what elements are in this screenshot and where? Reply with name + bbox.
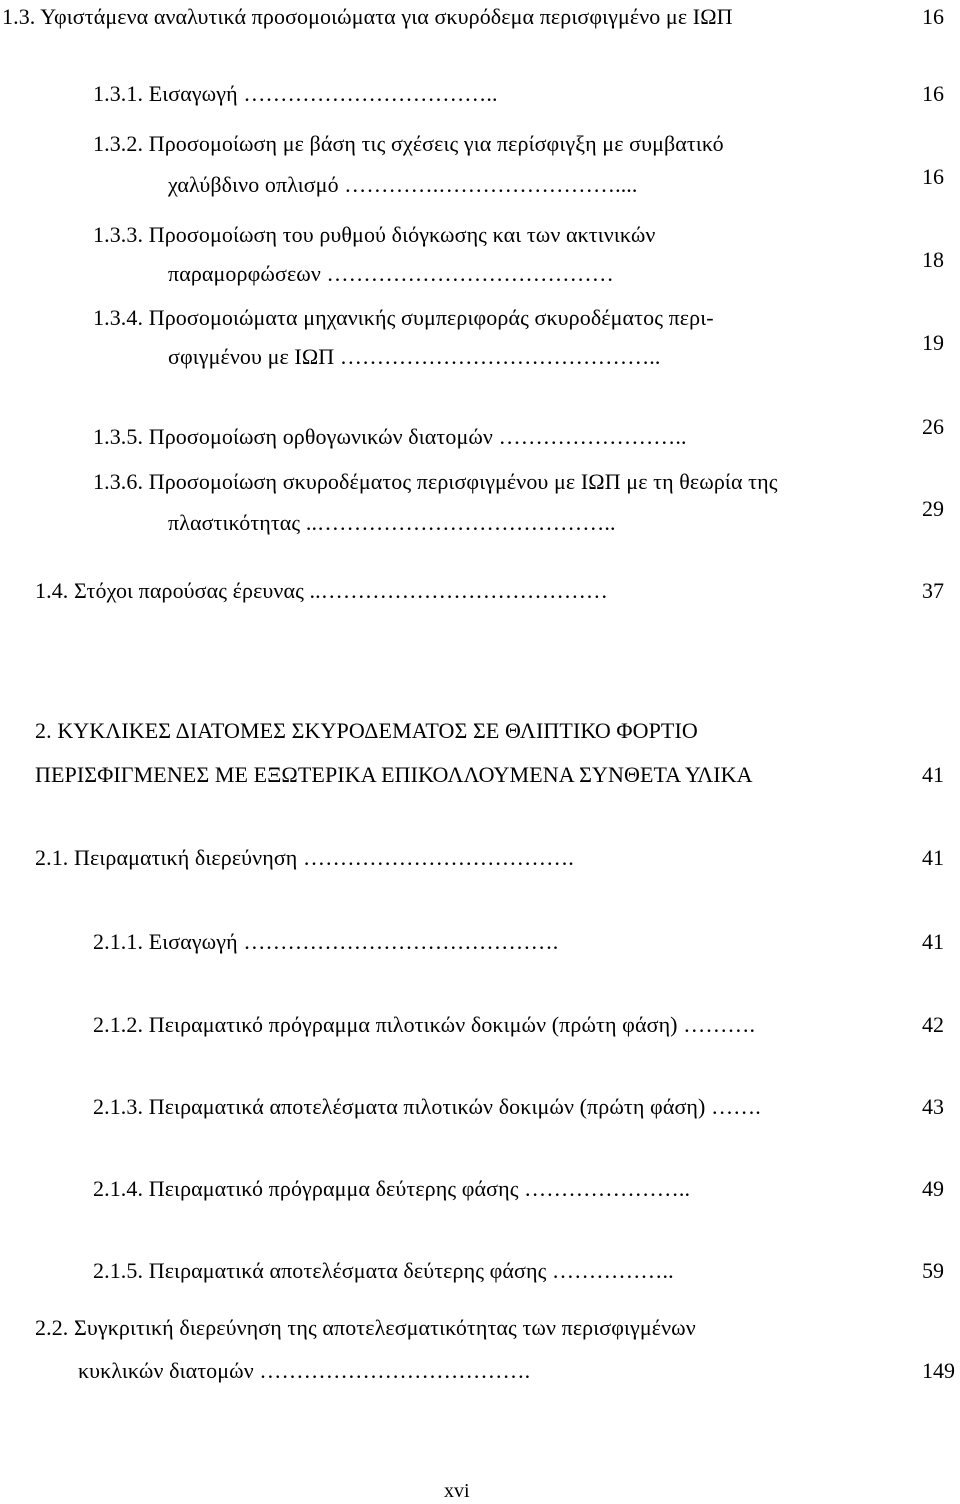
toc-entry-2-1-5-leader: ……………..	[552, 1258, 674, 1283]
toc-entry-1-4-leader: ..…………………………………	[309, 578, 609, 603]
toc-entry-2-1-2-text: Πειραματικό πρόγραμμα πιλοτικών δοκιμών (πρώτη φάση)	[148, 1012, 678, 1037]
toc-chapter-2-page: 41	[922, 762, 944, 787]
toc-entry-1-3-3-number: 1.3.3.	[93, 222, 144, 247]
toc-entry-1-3-5	[93, 424, 687, 450]
toc-entry-1-3-5-leader: ……………………..	[498, 424, 687, 449]
toc-entry-1-3-text: Υφιστάμενα αναλυτικά προσομοιώματα για σκυρόδεμα περισφιγμένο με ΙΩΠ	[40, 4, 733, 29]
toc-entry-2-1-2-page: 42	[922, 1012, 944, 1037]
toc-entry-1-3-4-text2: σφιγμένου με ΙΩΠ	[168, 344, 335, 369]
toc-entry-1-3-2-text: Προσομοίωση με βάση τις σχέσεις για περίσφιγξη με συμβατικό	[148, 131, 724, 156]
toc-entry-2-1-2-number: 2.1.2.	[93, 1012, 144, 1037]
toc-entry-1-3-2-line1	[93, 131, 724, 157]
toc-entry-2-1-1-page: 41	[922, 929, 944, 954]
toc-entry-2-1-leader: ……………………………….	[303, 845, 574, 870]
toc-entry-2-1-1-number: 2.1.1.	[93, 929, 144, 954]
toc-entry-1-3-6-text2: πλαστικότητας	[168, 510, 301, 535]
toc-entry-2-1-3-leader: …….	[711, 1094, 761, 1119]
toc-entry-1-3-3-line1	[93, 222, 655, 248]
toc-entry-1-3-3-leader: …………………………………	[326, 261, 614, 286]
toc-entry-2-2-number: 2.2.	[35, 1315, 69, 1340]
toc-entry-2-1-5-page: 59	[922, 1258, 944, 1283]
toc-chapter-2-line1	[35, 718, 698, 744]
toc-entry-2-1-text: Πειραματική διερεύνηση	[74, 845, 298, 870]
toc-entry-1-3-5-page: 26	[922, 414, 944, 439]
toc-entry-2-2-text: Συγκριτική διερεύνηση της αποτελεσματικότητας των περισφιγμένων	[74, 1315, 696, 1340]
toc-entry-1-4-text: Στόχοι παρούσας έρευνας	[74, 578, 304, 603]
toc-entry-1-3-title	[2, 4, 733, 30]
toc-entry-1-3-2-line2	[168, 172, 638, 198]
toc-entry-1-3-6-page: 29	[922, 496, 944, 521]
toc-entry-1-3-6-leader: ..…………………………………..	[305, 510, 616, 535]
toc-entry-2-1-5-number: 2.1.5.	[93, 1258, 144, 1283]
toc-entry-1-3-number: 1.3.	[2, 4, 36, 29]
toc-entry-1-3-1-number: 1.3.1.	[93, 81, 144, 106]
toc-entry-1-3-1	[93, 81, 498, 107]
toc-entry-1-3-6-text: Προσομοίωση σκυροδέματος περισφιγμένου με ΙΩΠ με τη θεωρία της	[148, 469, 778, 494]
toc-entry-1-3-6-line1	[93, 469, 778, 495]
toc-entry-2-1-4-number: 2.1.4.	[93, 1176, 144, 1201]
toc-chapter-2-line2	[35, 762, 753, 788]
toc-entry-1-3-page: 16	[922, 4, 944, 29]
toc-chapter-2-number: 2.	[35, 718, 52, 743]
toc-entry-2-1-page: 41	[922, 845, 944, 870]
toc-entry-2-1-3-text: Πειραματικά αποτελέσματα πιλοτικών δοκιμών (πρώτη φάση)	[148, 1094, 706, 1119]
toc-entry-1-3-6-number: 1.3.6.	[93, 469, 144, 494]
toc-entry-2-2-line2	[78, 1358, 530, 1384]
toc-entry-1-3-4-text: Προσομοιώματα μηχανικής συμπεριφοράς σκυροδέματος περι-	[148, 305, 714, 330]
toc-chapter-2-title2: ΠΕΡΙΣΦΙΓΜΕΝΕΣ ΜΕ ΕΞΩΤΕΡΙΚΑ ΕΠΙΚΟΛΛΟΥΜΕΝΑ ΣΥΝΘΕΤΑ ΥΛΙΚΑ	[35, 762, 753, 787]
toc-entry-2-1-4-leader: …………………..	[524, 1176, 691, 1201]
toc-entry-2-1-3-number: 2.1.3.	[93, 1094, 144, 1119]
toc-entry-2-1-5-text: Πειραματικά αποτελέσματα δεύτερης φάσης	[148, 1258, 547, 1283]
toc-entry-1-4	[35, 578, 608, 604]
toc-entry-2-1-4-page: 49	[922, 1176, 944, 1201]
toc-entry-1-4-page: 37	[922, 578, 944, 603]
toc-entry-2-1-5	[93, 1258, 674, 1284]
toc-entry-1-3-5-number: 1.3.5.	[93, 424, 144, 449]
toc-entry-1-3-1-leader: ……………………………..	[243, 81, 498, 106]
toc-entry-2-1-2-leader: ……….	[683, 1012, 756, 1037]
toc-entry-1-3-2-number: 1.3.2.	[93, 131, 144, 156]
toc-entry-1-3-2-leader: ………….……………………....	[344, 172, 638, 197]
toc-entry-2-1-4-text: Πειραματικό πρόγραμμα δεύτερης φάσης	[148, 1176, 519, 1201]
toc-entry-1-3-5-text: Προσομοίωση ορθογωνικών διατομών	[148, 424, 493, 449]
toc-entry-2-1-4	[93, 1176, 690, 1202]
toc-entry-2-2-leader: ……………………………….	[259, 1358, 531, 1383]
toc-entry-2-2-text2: κυκλικών διατομών	[78, 1358, 254, 1383]
toc-entry-2-1-1-text: Εισαγωγή	[148, 929, 238, 954]
toc-entry-2-1-1-leader: …………………………………….	[243, 929, 559, 954]
toc-entry-1-3-1-text: Εισαγωγή	[148, 81, 238, 106]
toc-entry-1-3-3-line2	[168, 261, 614, 287]
toc-entry-1-3-3-text2: παραμορφώσεων	[168, 261, 321, 286]
toc-entry-1-3-3-text: Προσομοίωση του ρυθμού διόγκωσης και των ακτινικών	[148, 222, 656, 247]
toc-entry-2-1-number: 2.1.	[35, 845, 69, 870]
toc-entry-2-1-3	[93, 1094, 761, 1120]
toc-entry-1-3-6-line2	[168, 510, 616, 536]
toc-entry-1-3-4-page: 19	[922, 330, 944, 355]
toc-chapter-2-title: ΚΥΚΛΙΚΕΣ ΔΙΑΤΟΜΕΣ ΣΚΥΡΟΔΕΜΑΤΟΣ ΣΕ ΘΛΙΠΤΙΚΟ ΦΟΡΤΙΟ	[57, 718, 698, 743]
toc-entry-1-3-1-page: 16	[922, 81, 944, 106]
toc-entry-1-3-4-leader: ……………………………………..	[339, 344, 661, 369]
toc-entry-2-1-1	[93, 929, 558, 955]
toc-entry-2-1-3-page: 43	[922, 1094, 944, 1119]
toc-entry-1-3-3-page: 18	[922, 247, 944, 272]
toc-entry-1-3-2-text2: χαλύβδινο οπλισμό	[168, 172, 339, 197]
toc-entry-1-3-4-line1	[93, 305, 714, 331]
toc-entry-1-3-4-number: 1.3.4.	[93, 305, 144, 330]
toc-entry-1-4-number: 1.4.	[35, 578, 69, 603]
toc-entry-2-1-2	[93, 1012, 755, 1038]
toc-entry-1-3-4-line2	[168, 344, 661, 370]
toc-entry-1-3-2-page: 16	[922, 164, 944, 189]
toc-entry-2-2-page: 149	[922, 1358, 955, 1383]
toc-entry-2-1	[35, 845, 574, 871]
toc-entry-2-2-line1	[35, 1315, 696, 1341]
page-number: xvi	[444, 1480, 470, 1502]
